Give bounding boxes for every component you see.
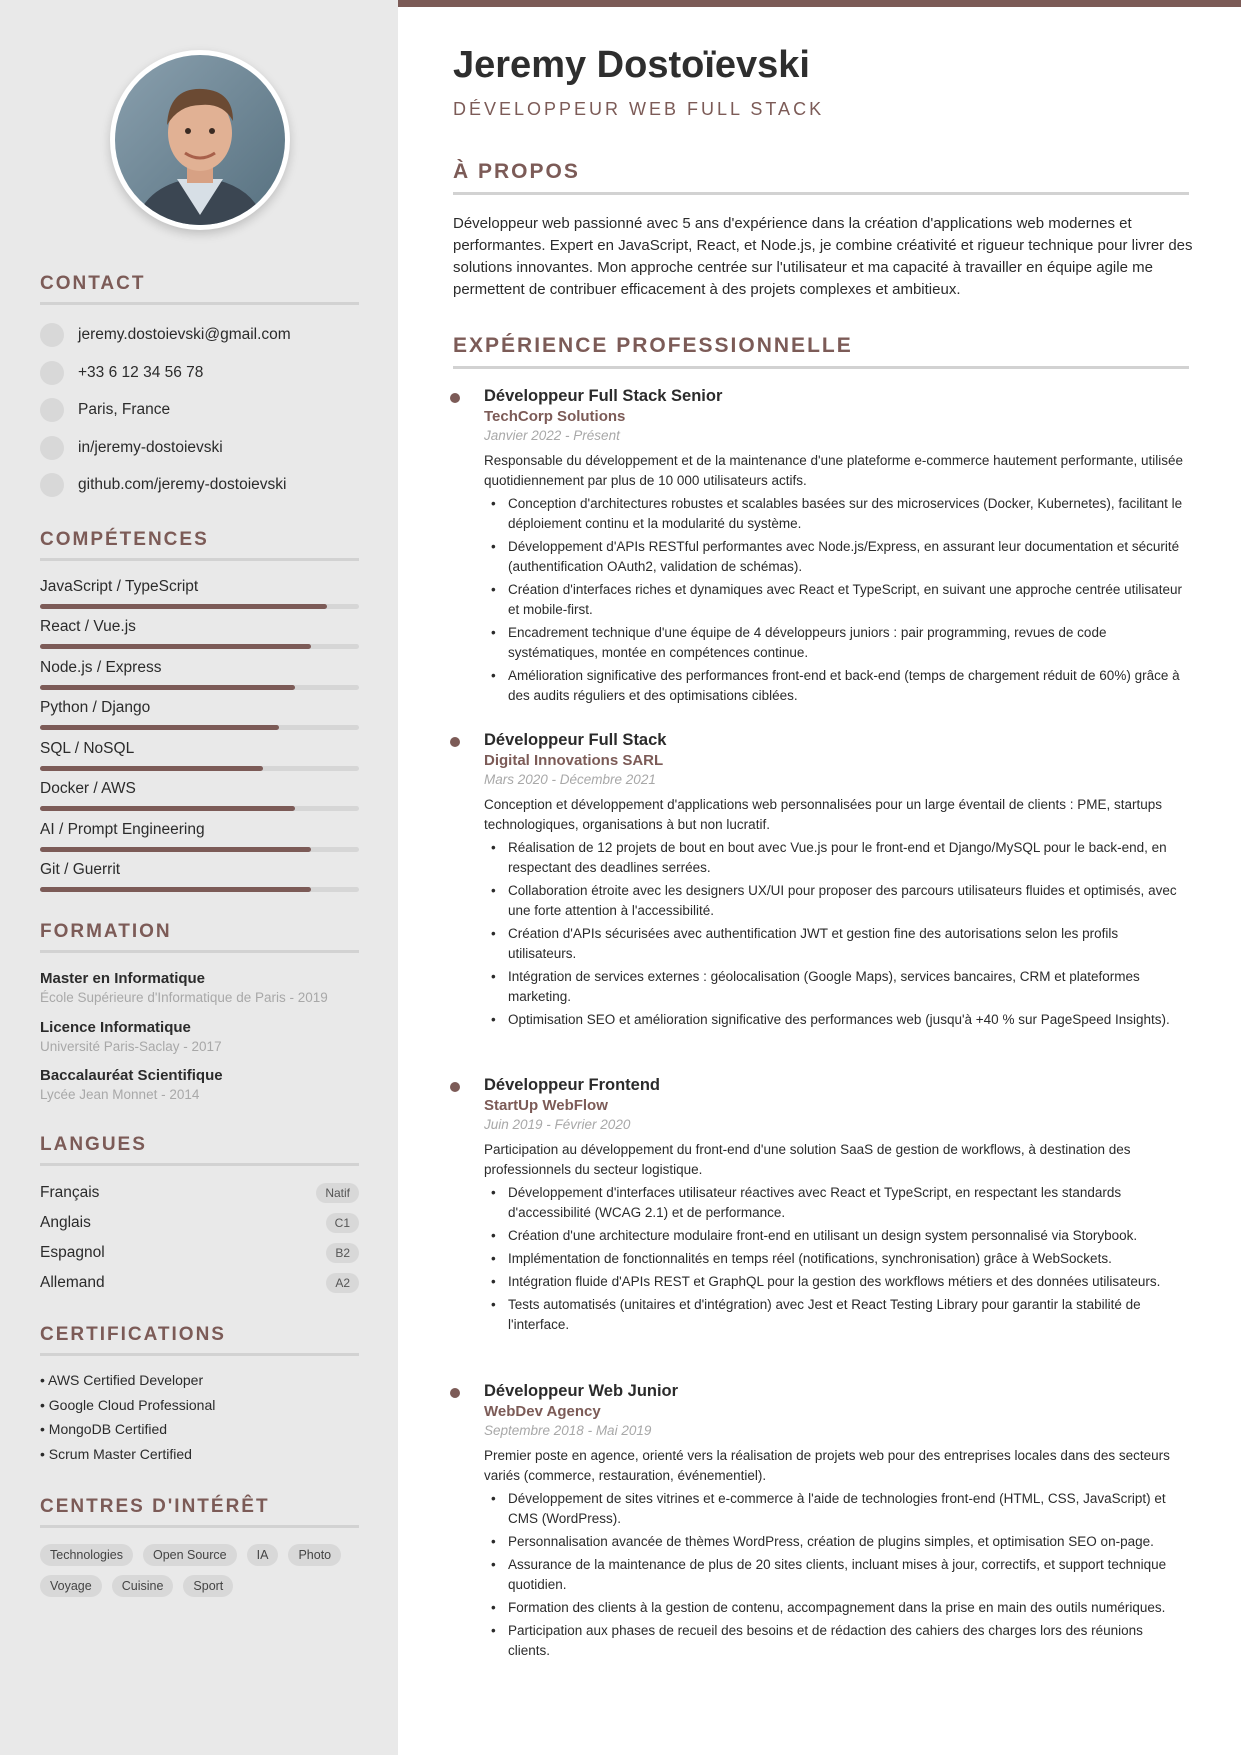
skill-item: [40, 659, 359, 690]
education-school: Université Paris-Saclay - 2017: [40, 1039, 222, 1054]
job-bullet: • Participation aux phases de recueil des besoins et de rédaction des cahiers des charges lors des réunions clients.: [484, 1621, 1183, 1661]
interests-rule: [40, 1525, 359, 1528]
language-level-badge: B2: [326, 1243, 359, 1263]
job-company: StartUp WebFlow: [484, 1097, 608, 1114]
job-summary: Participation au développement du front-end d'une solution SaaS de gestion de workflows, à destination des professionnels du secteur logistique.: [484, 1142, 1131, 1177]
job-bullet: • Création d'APIs sécurisées avec authentification JWT et gestion fine des autorisations selon les profils utilisateurs.: [484, 924, 1183, 964]
contact-phone[interactable]: [40, 360, 203, 386]
job-bullet: • Assurance de la maintenance de plus de 20 sites clients, incluant mises à jour, correctifs, et support technique quotidien.: [484, 1555, 1183, 1595]
skill-bar-fill: [40, 685, 295, 690]
education-item: [40, 1067, 370, 1102]
skill-name: Git / Guerrit: [40, 861, 121, 878]
job-dates: Mars 2020 - Décembre 2021: [484, 772, 656, 787]
job-bullet: • Amélioration significative des performances front-end et back-end (temps de chargement réduit de 60%) grâce à des audits réguliers et des optimisations ciblées.: [484, 666, 1183, 706]
job-entry: [453, 1382, 1183, 1664]
language-level-badge: Natif: [316, 1183, 359, 1203]
skill-item: [40, 699, 359, 730]
job-bullets: [484, 1489, 1183, 1661]
language-item: [40, 1211, 359, 1235]
interest-tag: Cuisine: [112, 1575, 174, 1597]
skill-item: [40, 740, 359, 771]
skill-name: Python / Django: [40, 699, 151, 716]
profile-photo-image: [115, 55, 285, 225]
skill-bar-fill: [40, 725, 279, 730]
interest-tag: Photo: [288, 1544, 341, 1566]
email-icon: [40, 323, 64, 347]
profile-photo: [115, 55, 285, 225]
education-item: [40, 1019, 370, 1054]
contact-linkedin[interactable]: [40, 435, 223, 461]
contact-location-text: Paris, France: [78, 401, 171, 418]
job-title: Développeur Web Junior: [484, 1382, 679, 1400]
job-bullet: • Réalisation de 12 projets de bout en bout avec Vue.js pour le front-end et Django/MySQL pour le back-end, en respectant des deadlines serrées.: [484, 838, 1183, 878]
timeline-dot: [450, 737, 460, 747]
job-summary: Premier poste en agence, orienté vers la réalisation de projets web pour des entreprises locales dans des secteurs variés (commerce, restauration, événementiel).: [484, 1448, 1170, 1483]
job-company: Digital Innovations SARL: [484, 752, 664, 769]
job-bullets: [484, 838, 1183, 1030]
job-dates: Septembre 2018 - Mai 2019: [484, 1423, 652, 1438]
skill-bar-fill: [40, 604, 327, 609]
job-bullet: • Développement de sites vitrines et e-commerce à l'aide de technologies front-end (HTML, CSS, JavaScript) et CMS (WordPress).: [484, 1489, 1183, 1529]
language-item: [40, 1241, 359, 1265]
language-name: Français: [40, 1184, 100, 1201]
certifications-heading: CERTIFICATIONS: [40, 1324, 226, 1345]
language-item: [40, 1271, 359, 1295]
timeline-dot: [450, 393, 460, 403]
skills-heading: COMPÉTENCES: [40, 529, 209, 550]
job-bullet: • Personnalisation avancée de thèmes WordPress, création de plugins simples, et optimisation SEO on-page.: [484, 1532, 1183, 1552]
language-level-badge: C1: [326, 1213, 359, 1233]
language-level-badge: A2: [326, 1273, 359, 1293]
job-bullet: • Développement d'APIs RESTful performantes avec Node.js/Express, en assurant leur documentation et sécurité (authentification OAuth2, validation de schémas).: [484, 537, 1183, 577]
interest-tag: Sport: [183, 1575, 233, 1597]
job-bullet: • Intégration de services externes : géolocalisation (Google Maps), services bancaires, CRM et plateformes marketing.: [484, 967, 1183, 1007]
language-name: Espagnol: [40, 1244, 105, 1261]
skill-bar-track: [40, 806, 359, 811]
job-bullet: • Implémentation de fonctionnalités en temps réel (notifications, synchronisation) grâce à WebSockets.: [484, 1249, 1183, 1269]
skill-name: Node.js / Express: [40, 659, 162, 676]
language-item: [40, 1181, 359, 1205]
education-heading: FORMATION: [40, 921, 172, 942]
languages-rule: [40, 1163, 359, 1166]
about-heading: À PROPOS: [453, 160, 580, 183]
job-bullet: • Conception d'architectures robustes et scalables basées sur des microservices (Docker, Kubernetes), facilitant le déploiement continu et la modularité du système.: [484, 494, 1183, 534]
job-dates: Juin 2019 - Février 2020: [484, 1117, 631, 1132]
skill-name: JavaScript / TypeScript: [40, 578, 199, 595]
job-dates: Janvier 2022 - Présent: [484, 428, 620, 443]
contact-email-text: jeremy.dostoievski@gmail.com: [78, 326, 291, 343]
interest-tag: IA: [247, 1544, 279, 1566]
language-name: Anglais: [40, 1214, 91, 1231]
job-bullets: [484, 1183, 1183, 1335]
skill-bar-track: [40, 604, 359, 609]
timeline-dot: [450, 1082, 460, 1092]
interests-tags: [40, 1544, 370, 1606]
skill-bar-fill: [40, 887, 311, 892]
languages-heading: LANGUES: [40, 1134, 147, 1155]
job-bullets: [484, 494, 1183, 706]
profile-photo-frame: [110, 50, 290, 230]
job-bullet: • Création d'interfaces riches et dynamiques avec React et TypeScript, en suivant une approche centrée utilisateur et mobile-first.: [484, 580, 1183, 620]
experience-rule: [453, 366, 1189, 369]
about-rule: [453, 192, 1189, 195]
skill-name: SQL / NoSQL: [40, 740, 135, 757]
skill-item: [40, 861, 359, 892]
certification-item: • AWS Certified Developer: [40, 1372, 204, 1388]
skill-bar-track: [40, 887, 359, 892]
location-icon: [40, 398, 64, 422]
job-summary: Responsable du développement et de la maintenance d'une plateforme e-commerce hautement performante, utilisée quotidiennement par plus de 10 000 utilisateurs actifs.: [484, 453, 1183, 488]
interest-tag: Technologies: [40, 1544, 133, 1566]
job-bullet: • Formation des clients à la gestion de contenu, accompagnement dans la prise en main des outils numériques.: [484, 1598, 1183, 1618]
job-title: Développeur Frontend: [484, 1076, 661, 1094]
skill-bar-fill: [40, 847, 311, 852]
education-school: Lycée Jean Monnet - 2014: [40, 1087, 200, 1102]
contact-github-text: github.com/jeremy-dostoievski: [78, 476, 287, 493]
skill-bar-track: [40, 766, 359, 771]
contact-phone-text: +33 6 12 34 56 78: [78, 364, 204, 381]
skills-rule: [40, 558, 359, 561]
job-company: WebDev Agency: [484, 1403, 601, 1420]
contact-rule: [40, 302, 359, 305]
education-school: École Supérieure d'Informatique de Paris - 2019: [40, 990, 328, 1005]
certification-item: • Scrum Master Certified: [40, 1446, 192, 1462]
skill-bar-track: [40, 847, 359, 852]
job-bullet: • Collaboration étroite avec les designers UX/UI pour proposer des parcours utilisateurs fluides et optimisés, avec une forte attention à l'accessibilité.: [484, 881, 1183, 921]
job-entry: [453, 1076, 1183, 1338]
github-icon: [40, 473, 64, 497]
phone-icon: [40, 361, 64, 385]
interest-tag: Open Source: [143, 1544, 237, 1566]
education-rule: [40, 950, 359, 953]
certification-item: • Google Cloud Professional: [40, 1397, 216, 1413]
top-accent-bar: [398, 0, 1241, 7]
skill-item: [40, 578, 359, 609]
contact-github[interactable]: [40, 472, 286, 498]
contact-heading: CONTACT: [40, 273, 146, 294]
skill-bar-track: [40, 685, 359, 690]
interest-tag: Voyage: [40, 1575, 102, 1597]
candidate-role: DÉVELOPPEUR WEB FULL STACK: [453, 99, 825, 119]
skill-bar-fill: [40, 644, 311, 649]
job-entry: [453, 387, 1183, 709]
interests-heading: CENTRES D'INTÉRÊT: [40, 1496, 270, 1517]
certification-item: • MongoDB Certified: [40, 1421, 168, 1437]
skill-item: [40, 780, 359, 811]
job-entry: [453, 731, 1183, 1033]
experience-heading: EXPÉRIENCE PROFESSIONNELLE: [453, 334, 853, 357]
job-bullet: • Encadrement technique d'une équipe de 4 développeurs juniors : pair programming, revues de code systématiques, montée en compétences continue.: [484, 623, 1183, 663]
job-bullet: • Création d'une architecture modulaire front-end en utilisant un design system personnalisé via Storybook.: [484, 1226, 1183, 1246]
education-item: [40, 970, 370, 1005]
job-company: TechCorp Solutions: [484, 408, 626, 425]
skill-bar-fill: [40, 806, 295, 811]
language-name: Allemand: [40, 1274, 105, 1291]
skill-name: Docker / AWS: [40, 780, 136, 797]
job-bullet: • Optimisation SEO et amélioration significative des performances web (jusqu'à +40 % sur PageSpeed Insights).: [484, 1010, 1183, 1030]
job-title: Développeur Full Stack Senior: [484, 387, 723, 405]
skill-name: AI / Prompt Engineering: [40, 821, 205, 838]
contact-email[interactable]: [40, 322, 291, 348]
education-degree: Master en Informatique: [40, 970, 206, 987]
timeline-dot: [450, 1388, 460, 1398]
job-summary: Conception et développement d'applications web personnalisées pour un large éventail de clients : PME, startups technologiques, organisations à but non lucratif.: [484, 797, 1162, 832]
candidate-name: Jeremy Dostoïevski: [453, 44, 810, 86]
skill-item: [40, 618, 359, 649]
skill-item: [40, 821, 359, 852]
job-title: Développeur Full Stack: [484, 731, 667, 749]
job-bullet: • Développement d'interfaces utilisateur réactives avec React et TypeScript, en respectant les standards d'accessibilité (WCAG 2.1) et de performance.: [484, 1183, 1183, 1223]
contact-location: [40, 397, 170, 423]
certifications-rule: [40, 1353, 359, 1356]
contact-linkedin-text: in/jeremy-dostoievski: [78, 439, 223, 456]
linkedin-icon: [40, 436, 64, 460]
skill-bar-track: [40, 644, 359, 649]
education-degree: Licence Informatique: [40, 1019, 191, 1036]
skill-bar-track: [40, 725, 359, 730]
skill-bar-fill: [40, 766, 263, 771]
about-text: Développeur web passionné avec 5 ans d'expérience dans la création d'applications web modernes et performantes. Expert en JavaScript, React, et Node.js, je combine créativité et rigueur technique pour livrer des solutions innovantes. Mon approche centrée sur l'utilisateur et ma capacité à travailler en équipe agile me permettent de contribuer efficacement à des projets complexes et ambitieux.: [453, 215, 1193, 298]
education-degree: Baccalauréat Scientifique: [40, 1067, 223, 1084]
job-bullet: • Intégration fluide d'APIs REST et GraphQL pour la gestion des workflows métiers et des données utilisateurs.: [484, 1272, 1183, 1292]
skill-name: React / Vue.js: [40, 618, 136, 635]
job-bullet: • Tests automatisés (unitaires et d'intégration) avec Jest et React Testing Library pour garantir la stabilité de l'interface.: [484, 1295, 1183, 1335]
